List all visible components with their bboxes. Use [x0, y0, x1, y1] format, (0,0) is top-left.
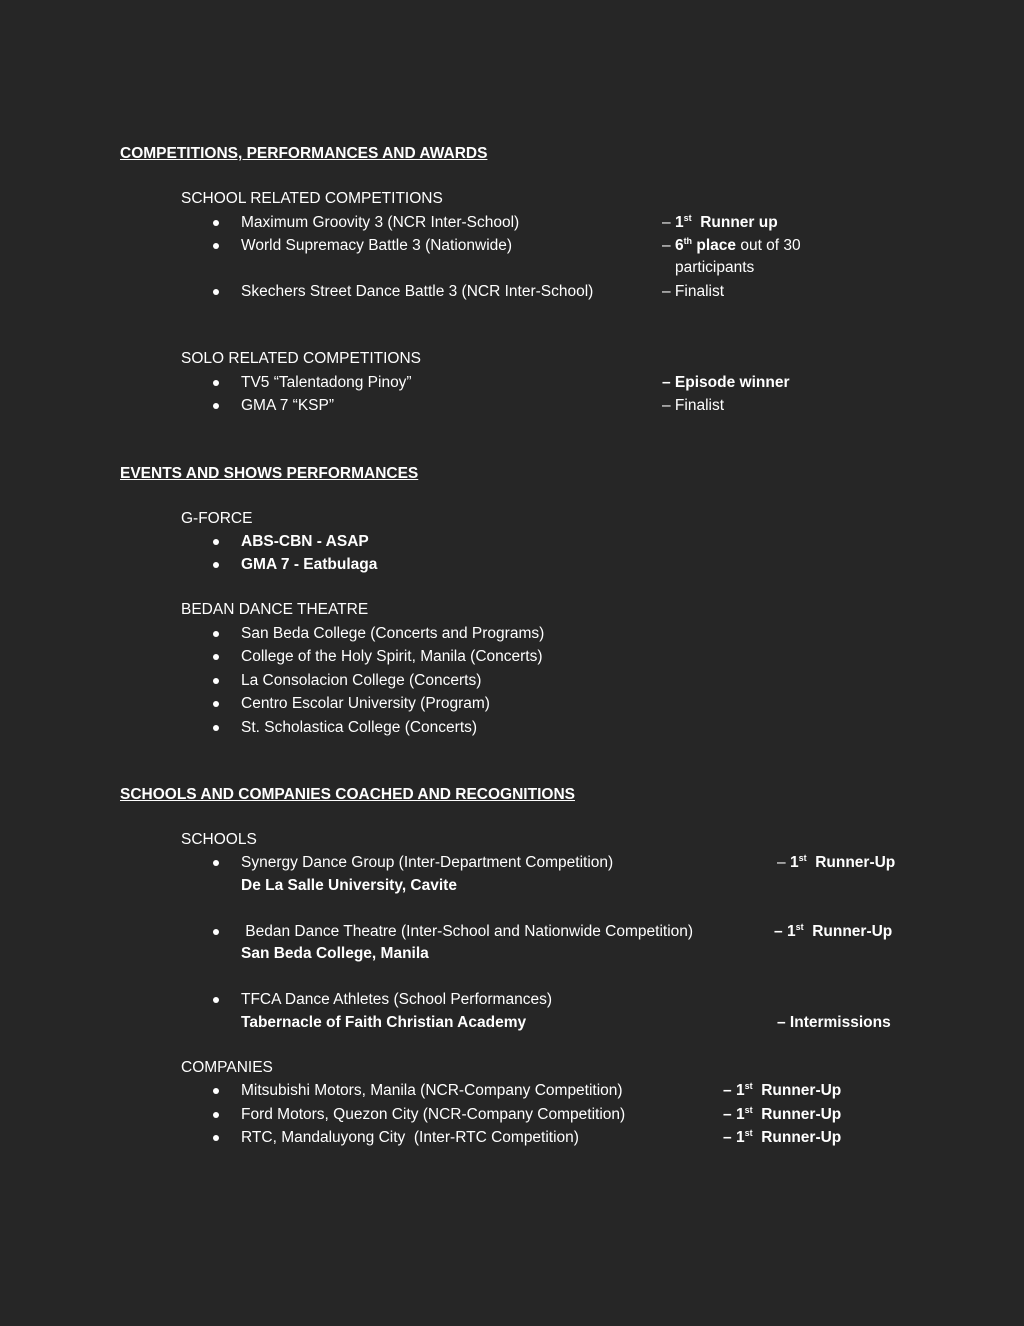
- list-item: Skechers Street Dance Battle 3 (NCR Inter-School): [241, 283, 594, 300]
- list-item: College of the Holy Spirit, Manila (Concerts): [241, 648, 543, 665]
- result: – 1st Runner-Up: [723, 1081, 842, 1099]
- list-item-sub: San Beda College, Manila: [241, 945, 429, 962]
- result: – 1st Runner-Up: [777, 853, 896, 871]
- list-item: World Supremacy Battle 3 (Nationwide): [241, 237, 513, 254]
- bullet: [213, 631, 219, 637]
- bullet: [213, 860, 219, 866]
- list-item: St. Scholastica College (Concerts): [241, 719, 478, 736]
- label-schools: SCHOOLS: [181, 831, 257, 848]
- result-continuation: participants: [675, 259, 755, 276]
- result: – 1st Runner-Up: [723, 1105, 842, 1123]
- heading-competitions: COMPETITIONS, PERFORMANCES AND AWARDS: [120, 145, 488, 162]
- result: – 1st Runner up: [662, 213, 778, 231]
- bullet: [213, 678, 219, 684]
- heading-events: EVENTS AND SHOWS PERFORMANCES: [120, 465, 419, 482]
- list-item: ABS-CBN - ASAP: [241, 533, 369, 550]
- bullet: [213, 1112, 219, 1118]
- list-item: RTC, Mandaluyong City (Inter-RTC Competition): [241, 1129, 579, 1146]
- heading-coached: SCHOOLS AND COMPANIES COACHED AND RECOGNITIONS: [120, 786, 575, 803]
- result: – Episode winner: [662, 374, 790, 391]
- list-item: Maximum Groovity 3 (NCR Inter-School): [241, 214, 520, 231]
- result: – 1st Runner-Up: [774, 922, 893, 940]
- result: – 6th place out of 30: [662, 236, 801, 254]
- bullet: [213, 654, 219, 660]
- bullet: [213, 929, 219, 935]
- list-item: Synergy Dance Group (Inter-Department Competition): [241, 854, 614, 871]
- list-item: Centro Escolar University (Program): [241, 695, 490, 712]
- label-companies: COMPANIES: [181, 1059, 273, 1076]
- list-item: GMA 7 “KSP”: [241, 397, 335, 414]
- result: – Finalist: [662, 283, 725, 300]
- list-item-sub: Tabernacle of Faith Christian Academy: [241, 1014, 527, 1031]
- bullet: [213, 403, 219, 409]
- list-item: TFCA Dance Athletes (School Performances): [241, 991, 552, 1008]
- bullet: [213, 243, 219, 249]
- bullet: [213, 562, 219, 568]
- label-solo-competitions: SOLO RELATED COMPETITIONS: [181, 350, 422, 367]
- bullet: [213, 289, 219, 295]
- list-item-sub: De La Salle University, Cavite: [241, 877, 457, 894]
- bullet: [213, 1088, 219, 1094]
- result: – Finalist: [662, 397, 725, 414]
- label-school-competitions: SCHOOL RELATED COMPETITIONS: [181, 190, 443, 207]
- list-item: Bedan Dance Theatre (Inter-School and Nationwide Competition): [241, 923, 694, 940]
- bullet: [213, 539, 219, 545]
- label-gforce: G-FORCE: [181, 510, 253, 527]
- bullet: [213, 725, 219, 731]
- result: – 1st Runner-Up: [723, 1128, 842, 1146]
- list-item: San Beda College (Concerts and Programs): [241, 625, 545, 642]
- bullet: [213, 997, 219, 1003]
- bullet: [213, 380, 219, 386]
- bullet: [213, 701, 219, 707]
- bullet: [213, 1135, 219, 1141]
- label-bedan: BEDAN DANCE THEATRE: [181, 601, 369, 618]
- list-item: GMA 7 - Eatbulaga: [241, 556, 378, 573]
- bullet: [213, 220, 219, 226]
- list-item: Mitsubishi Motors, Manila (NCR-Company Competition): [241, 1082, 623, 1099]
- result: – Intermissions: [777, 1014, 891, 1031]
- list-item: La Consolacion College (Concerts): [241, 672, 482, 689]
- list-item: Ford Motors, Quezon City (NCR-Company Competition): [241, 1106, 626, 1123]
- list-item: TV5 “Talentadong Pinoy”: [241, 374, 412, 391]
